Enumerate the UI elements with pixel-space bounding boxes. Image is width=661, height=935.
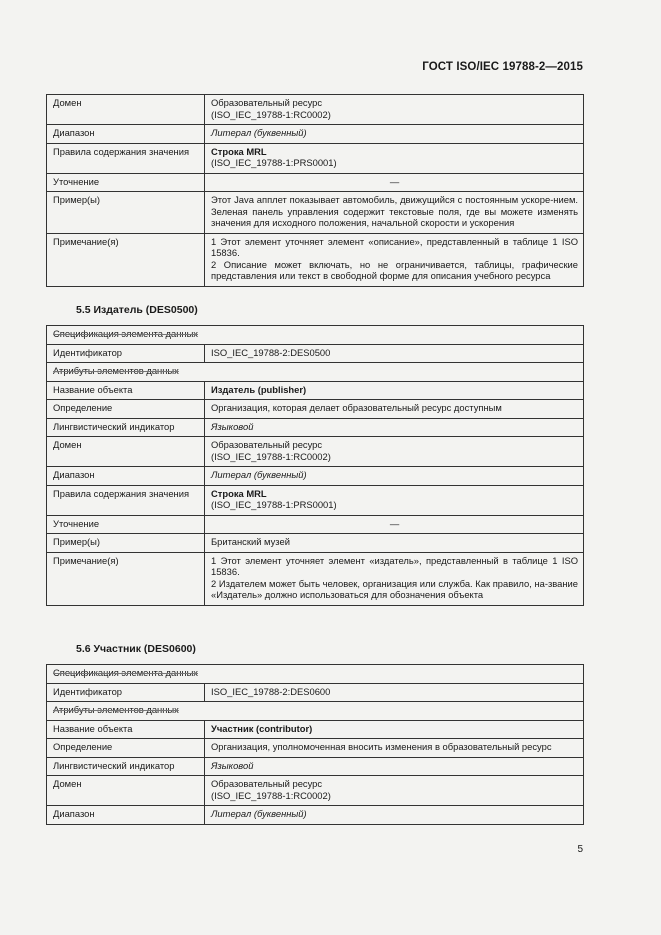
table-row [47,757,584,776]
row-value: Образовательный ресурс (ISO_IEC_19788-1:RC0002) [205,437,584,467]
row-value: Британский музей [205,534,584,553]
table-row [47,173,584,192]
row-value: Организация, которая делает образовательный ресурс доступным [205,400,584,419]
attributes-header: Атрибуты элементов данных [47,363,584,382]
section-title-5-5: 5.5 Издатель (DES0500) [76,304,198,316]
table-row [47,534,584,553]
table-row [47,400,584,419]
table-row [47,363,584,382]
row-label: Правила содержания значения [47,485,205,515]
table-row [47,437,584,467]
row-label: Уточнение [47,173,205,192]
table-row [47,485,584,515]
row-label: Определение [47,739,205,758]
table-continuation [46,94,584,287]
row-value: — [205,515,584,534]
table-row [47,665,584,684]
row-label: Пример(ы) [47,534,205,553]
row-value: Строка MRL (ISO_IEC_19788-1:PRS0001) [205,485,584,515]
row-label: Название объекта [47,720,205,739]
row-label: Домен [47,437,205,467]
row-value: Образовательный ресурс (ISO_IEC_19788-1:RC0002) [205,776,584,806]
row-label: Домен [47,95,205,125]
table-row [47,552,584,605]
row-value: Литерал (буквенный) [205,125,584,144]
row-value: — [205,173,584,192]
row-label: Лингвистический индикатор [47,418,205,437]
row-label: Диапазон [47,125,205,144]
row-label: Диапазон [47,806,205,825]
row-label: Идентификатор [47,344,205,363]
table-row [47,720,584,739]
attributes-header: Атрибуты элементов данных [47,702,584,721]
table-row [47,125,584,144]
table-row [47,806,584,825]
page-number: 5 [577,844,583,855]
row-label: Определение [47,400,205,419]
row-label: Примечание(я) [47,233,205,286]
row-value: Участник (contributor) [205,720,584,739]
spec-header: Спецификация элемента данных [47,665,584,684]
table-row [47,702,584,721]
table-row [47,95,584,125]
row-value: 1 Этот элемент уточняет элемент «описание», представленный в таблице 1 ISO 15836. 2 Описание может включать, но не ограничивается, таблицы, графические представления или текст в свободной форме для описания учебного ресурса [205,233,584,286]
row-value: Образовательный ресурс (ISO_IEC_19788-1:RC0002) [205,95,584,125]
row-value: Организация, уполномоченная вносить изменения в образовательный ресурс [205,739,584,758]
table-row [47,192,584,234]
row-label: Идентификатор [47,683,205,702]
row-value: ISO_IEC_19788-2:DES0600 [205,683,584,702]
row-label: Домен [47,776,205,806]
table-contributor [46,664,584,825]
table-row [47,776,584,806]
row-value: 1 Этот элемент уточняет элемент «издатель», представленный в таблице 1 ISO 15836. 2 Издателем может быть человек, организация или служба. Как правило, на-звание «Издатель» должно использоваться для обозначения объекта [205,552,584,605]
row-label: Примечание(я) [47,552,205,605]
table-row [47,233,584,286]
spec-header: Спецификация элемента данных [47,326,584,345]
section-title-5-6: 5.6 Участник (DES0600) [76,643,196,655]
table-row [47,739,584,758]
row-label: Название объекта [47,381,205,400]
row-label: Уточнение [47,515,205,534]
row-label: Лингвистический индикатор [47,757,205,776]
row-value: Издатель (publisher) [205,381,584,400]
row-value: Литерал (буквенный) [205,467,584,486]
row-value: Языковой [205,757,584,776]
table-row [47,683,584,702]
table-publisher [46,325,584,606]
table-row [47,143,584,173]
table-row [47,381,584,400]
row-label: Пример(ы) [47,192,205,234]
row-value: Литерал (буквенный) [205,806,584,825]
row-value: ISO_IEC_19788-2:DES0500 [205,344,584,363]
table-row [47,326,584,345]
table-row [47,515,584,534]
document-header: ГОСТ ISO/IEC 19788-2—2015 [422,61,583,73]
row-value: Строка MRL (ISO_IEC_19788-1:PRS0001) [205,143,584,173]
row-label: Правила содержания значения [47,143,205,173]
row-value: Этот Java апплет показывает автомобиль, движущийся с постоянным ускоре-нием. Зеленая панель управления содержит текстовые поля, где вы можете изменять значения для исходного положения, начальной скорости и ускорения [205,192,584,234]
table-row [47,344,584,363]
table-row [47,418,584,437]
row-value: Языковой [205,418,584,437]
table-row [47,467,584,486]
row-label: Диапазон [47,467,205,486]
